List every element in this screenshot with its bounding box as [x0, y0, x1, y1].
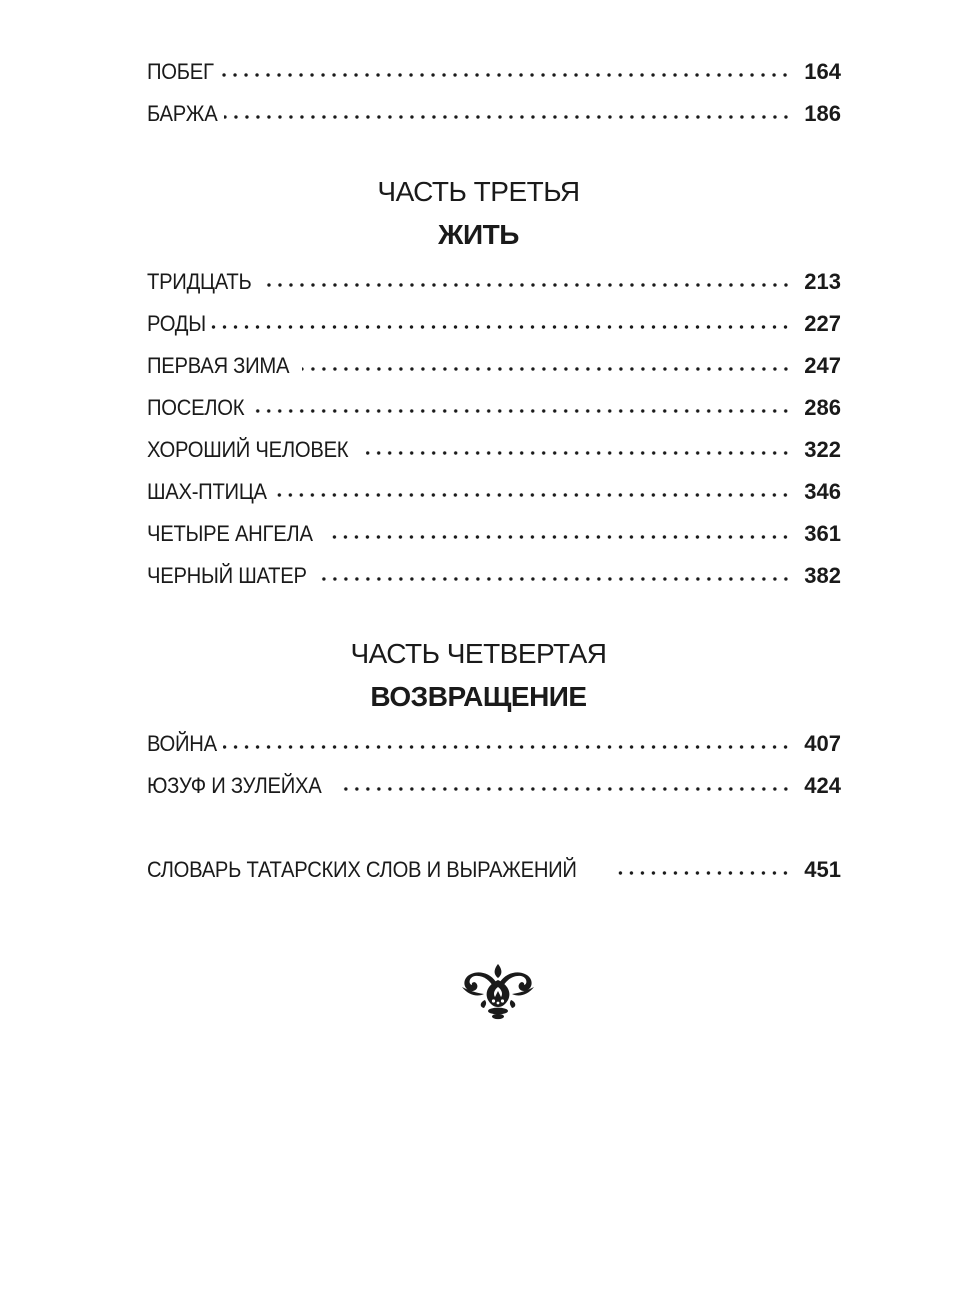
dot-leader: [302, 367, 791, 371]
toc-entry: [147, 435, 841, 465]
toc-entry-page: 186: [804, 101, 841, 126]
dot-leader: [261, 283, 791, 287]
dot-leader: [327, 535, 791, 539]
dot-leader: [219, 73, 791, 77]
toc-entry: [147, 561, 841, 591]
dot-leader: [211, 325, 791, 329]
dot-leader: [366, 451, 791, 455]
toc-entry-title: ШАХ-ПТИЦА: [147, 479, 267, 504]
toc-entry: [147, 309, 841, 339]
toc-entry-page: 382: [804, 563, 841, 588]
dot-leader: [224, 115, 791, 119]
toc-entry-glossary: [147, 855, 841, 885]
toc-entry-title: ХОРОШИЙ ЧЕЛОВЕК: [147, 437, 349, 462]
part-title: ВОЗВРАЩЕНИЕ: [370, 681, 587, 712]
toc-entry-page: 164: [804, 59, 841, 84]
part-label: ЧАСТЬ ТРЕТЬЯ: [377, 176, 580, 207]
toc-entry-title: БАРЖА: [147, 101, 218, 126]
toc-entry: [147, 57, 841, 87]
part-title: ЖИТЬ: [438, 219, 519, 250]
toc-entry-title: ЧЕРНЫЙ ШАТЕР: [147, 563, 307, 588]
toc-entry-page: 286: [804, 395, 841, 420]
toc-entry-title: ВОЙНА: [147, 731, 217, 756]
toc-entry: [147, 477, 841, 507]
toc-entry: [147, 267, 841, 297]
toc-entry-page: 346: [804, 479, 841, 504]
toc-entry-title: ЧЕТЫРЕ АНГЕЛА: [147, 521, 313, 546]
toc-entry-title: ПОСЕЛОК: [147, 395, 245, 420]
toc-entry-page: 361: [804, 521, 841, 546]
floral-ornament-icon: [458, 960, 538, 1020]
toc-entry-title: ЮЗУФ И ЗУЛЕЙХА: [147, 773, 322, 798]
toc-entry-page: 424: [804, 773, 841, 798]
toc-entry-page: 322: [804, 437, 841, 462]
dot-leader: [223, 745, 791, 749]
toc-entry-title: ТРИДЦАТЬ: [147, 269, 252, 294]
toc-entry-title: ПОБЕГ: [147, 59, 214, 84]
toc-entry-page: 213: [804, 269, 841, 294]
dot-leader: [277, 493, 791, 497]
toc-entry: [147, 351, 841, 381]
dot-leader: [337, 787, 791, 791]
dot-leader: [614, 871, 791, 875]
toc-entry-page: 247: [804, 353, 841, 378]
toc-entry-title: СЛОВАРЬ ТАТАРСКИХ СЛОВ И ВЫРАЖЕНИЙ: [147, 857, 577, 882]
toc-entry-page: 227: [804, 311, 841, 336]
toc-entry-page: 407: [804, 731, 841, 756]
toc-entry: [147, 519, 841, 549]
toc-entry-page: 451: [804, 857, 841, 882]
toc-entry: [147, 99, 841, 129]
dot-leader: [321, 577, 791, 581]
toc-entry: [147, 771, 841, 801]
toc-entry-title: ПЕРВАЯ ЗИМА: [147, 353, 290, 378]
dot-leader: [253, 409, 791, 413]
toc-entry-title: РОДЫ: [147, 311, 206, 336]
toc-entry: [147, 729, 841, 759]
part-label: ЧАСТЬ ЧЕТВЕРТАЯ: [350, 638, 607, 669]
toc-entry: [147, 393, 841, 423]
